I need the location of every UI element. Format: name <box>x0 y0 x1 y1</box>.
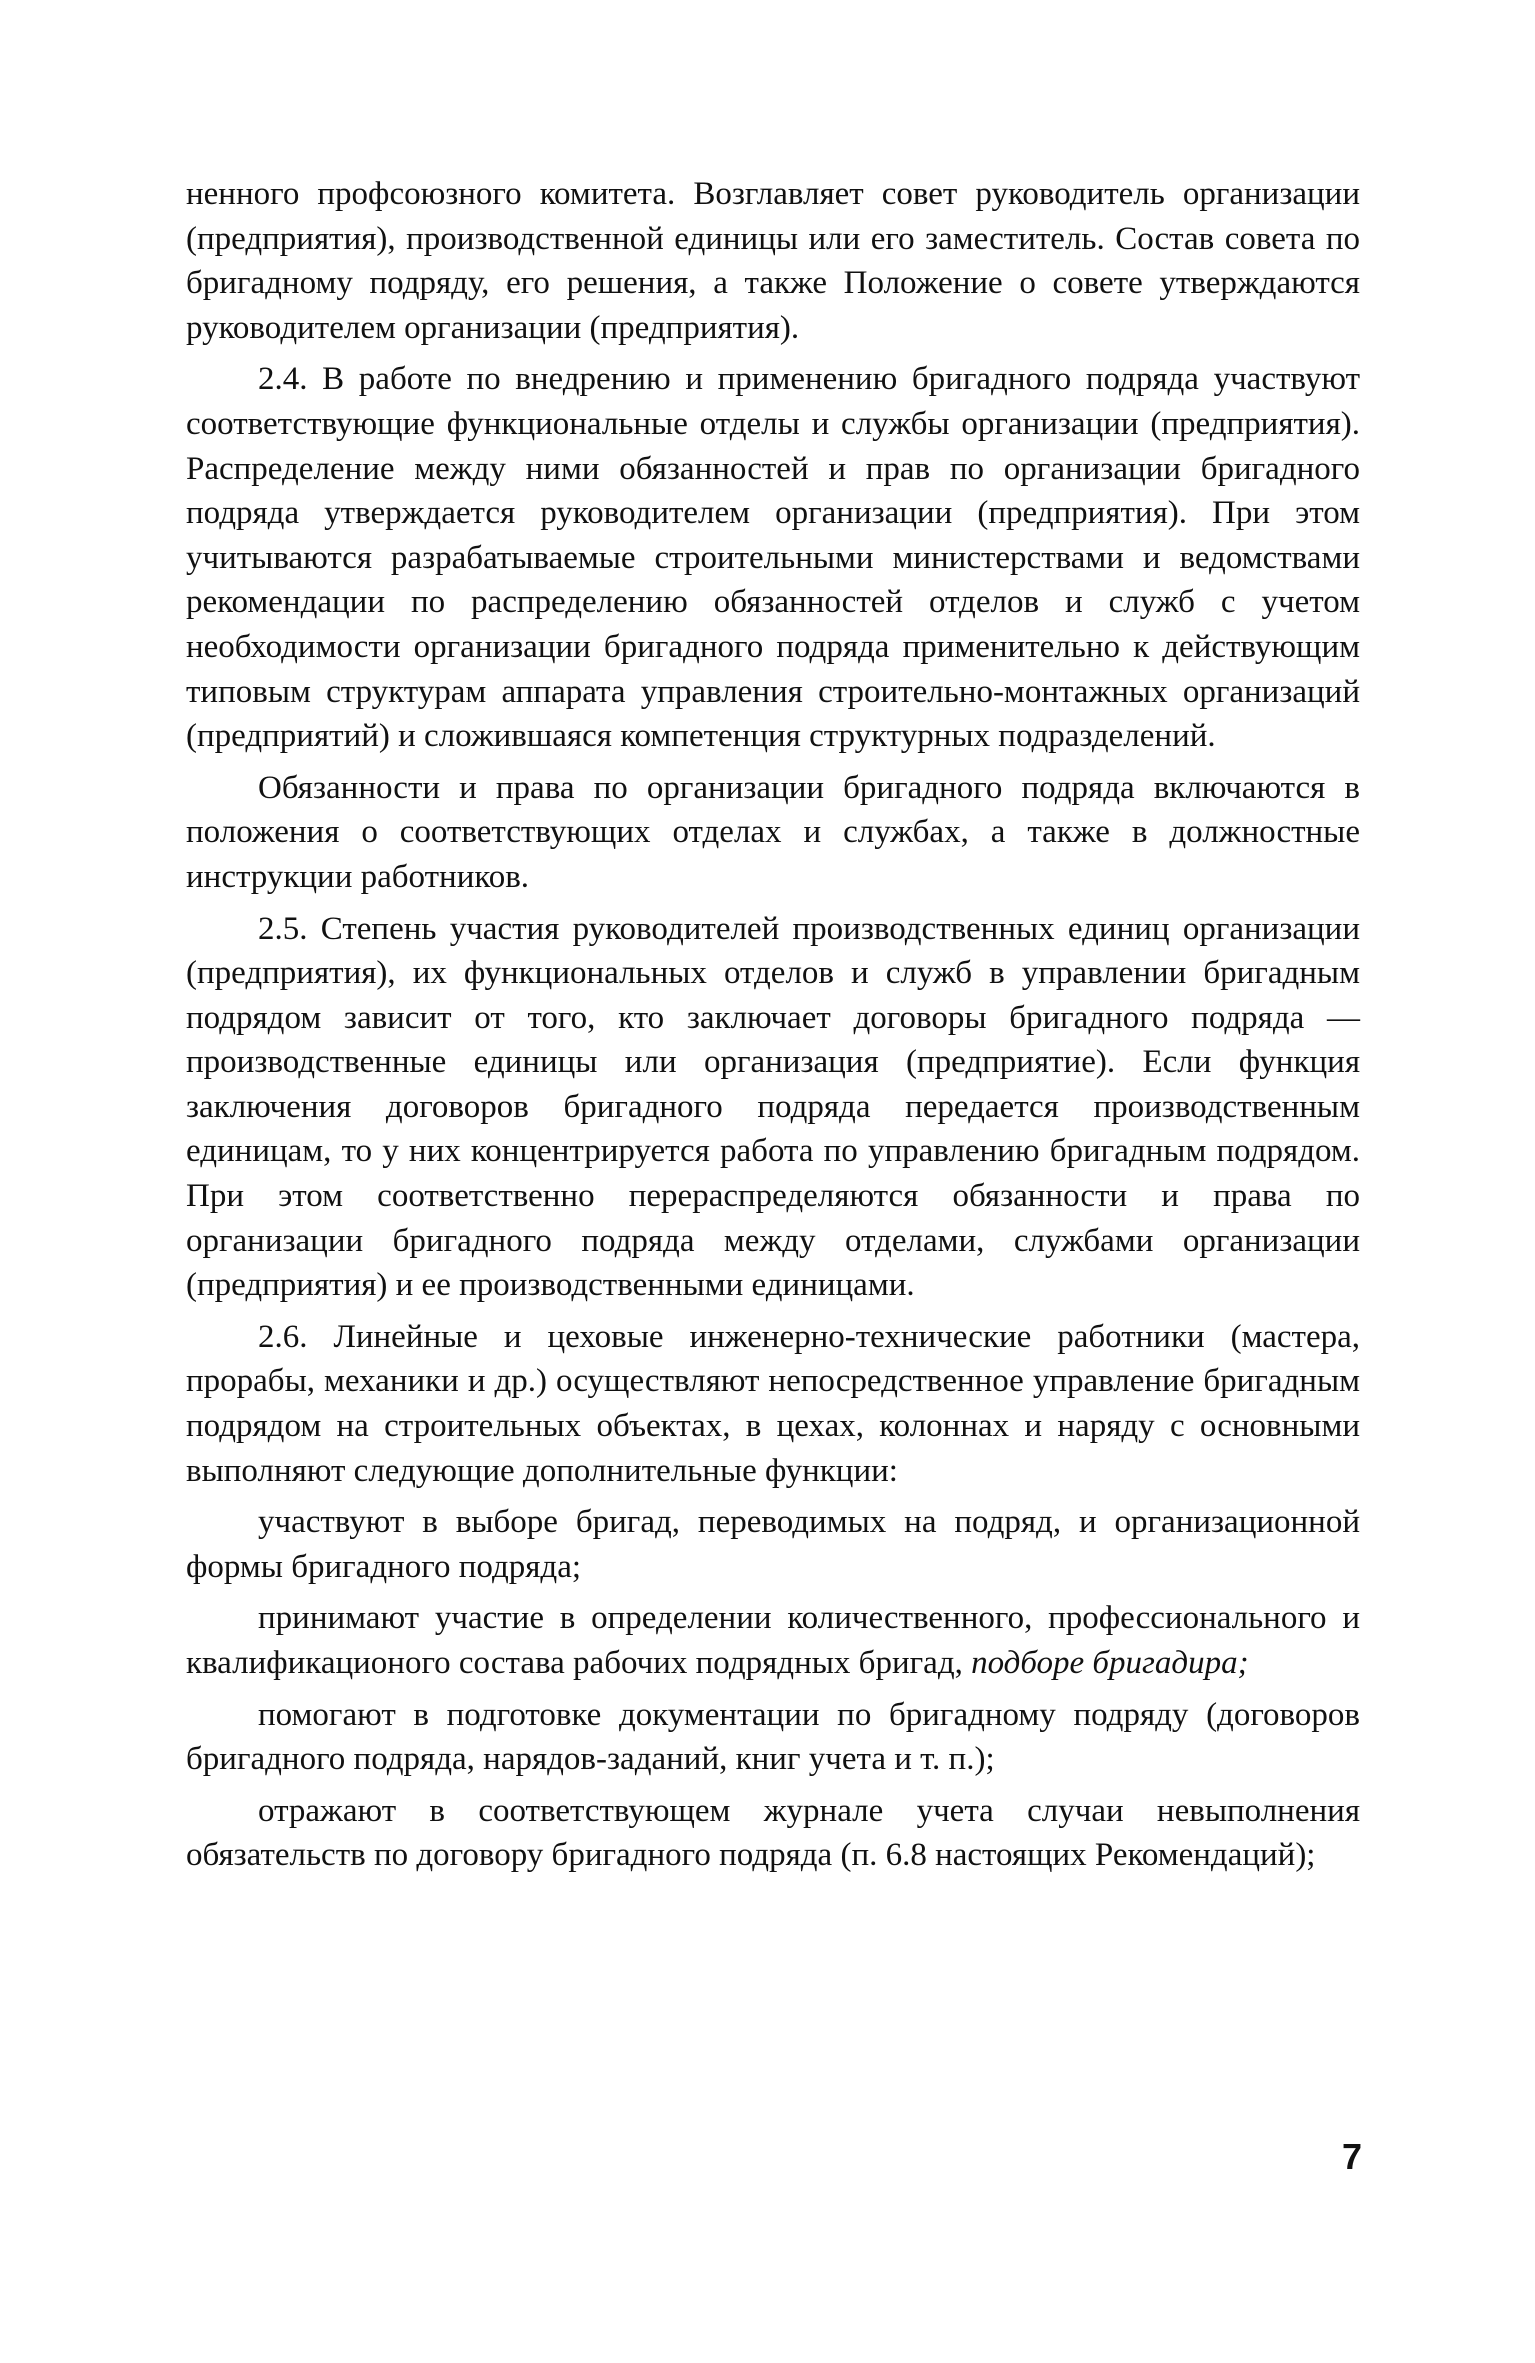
paragraph-2-4: 2.4. В работе по внедрению и применению бригадного подряда участвуют соответствующие функциональные отделы и службы организации (предприятия). Распределение между ними обязанностей и прав по организации бригадного подряда утверждается руководителем организации (предприятия). При этом учитываются разрабатываемые строительными министерствами и ведомствами рекомендации по распределению обязанностей отделов и служб с учетом необходимости организации бригадного подряда применительно к действующим типовым структурам аппарата управления строительно-монтажных организаций (предприятий) и сложившаяся компетенция структурных подразделений. <box>186 361 1360 755</box>
list-item-composition-emphasis: подборе бригадира; <box>971 1645 1249 1681</box>
paragraph-duties: Обязанности и права по организации бригадного подряда включаются в положения о соответствующих отделах и службах, а также в должностные инструкции работников. <box>186 769 1360 895</box>
list-item-brigade-selection: участвуют в выборе бригад, переводимых на подряд, и организационной формы бригадного подряда; <box>186 1504 1360 1585</box>
paragraph-continuation: ненного профсоюзного комитета. Возглавляет совет руководитель организации (предприятия), производственной единицы или его заместитель. Состав совета по бригадному подряду, его решения, а также Положение о совете утверждаются руководителем организации (предприятия). <box>186 176 1360 346</box>
list-item-documentation: помогают в подготовке документации по бригадному подряду (договоров бригадного подряда, нарядов-заданий, книг учета и т. п.); <box>186 1696 1360 1778</box>
list-item-composition-text: принимают участие в определении количественного, профессионального и квалификационого состава рабочих подрядных бригад, <box>186 1600 1360 1681</box>
list-item-journal: отражают в соответствующем журнале учета случаи невыполнения обязательств по договору бригадного подряда (п. 6.8 настоящих Рекомендаций); <box>186 1792 1360 1874</box>
page-body <box>186 172 1360 1885</box>
page-number: 7 <box>1341 2136 1362 2177</box>
list-item-composition <box>186 1596 1360 1685</box>
paragraph-2-6: 2.6. Линейные и цеховые инженерно-технические работники (мастера, прорабы, механики и др.) осуществляют непосредственное управление бригадным подрядом на строительных объектах, в цехах, колоннах и наряду с основными выполняют следующие дополнительные функции: <box>186 1318 1360 1489</box>
paragraph-2-5: 2.5. Степень участия руководителей производственных единиц организации (предприятия), их функциональных отделов и служб в управлении бригадным подрядом зависит от того, кто заключает договоры бригадного подряда — производственные единицы или организация (предприятие). Если функция заключения договоров бригадного подряда передается производственным единицам, то у них концентрируется работа по управлению бригадным подрядом. При этом соответственно перераспределяются обязанности и права по организации бригадного подряда между отделами, службами организации (предприятия) и ее производственными единицами. <box>186 910 1360 1304</box>
